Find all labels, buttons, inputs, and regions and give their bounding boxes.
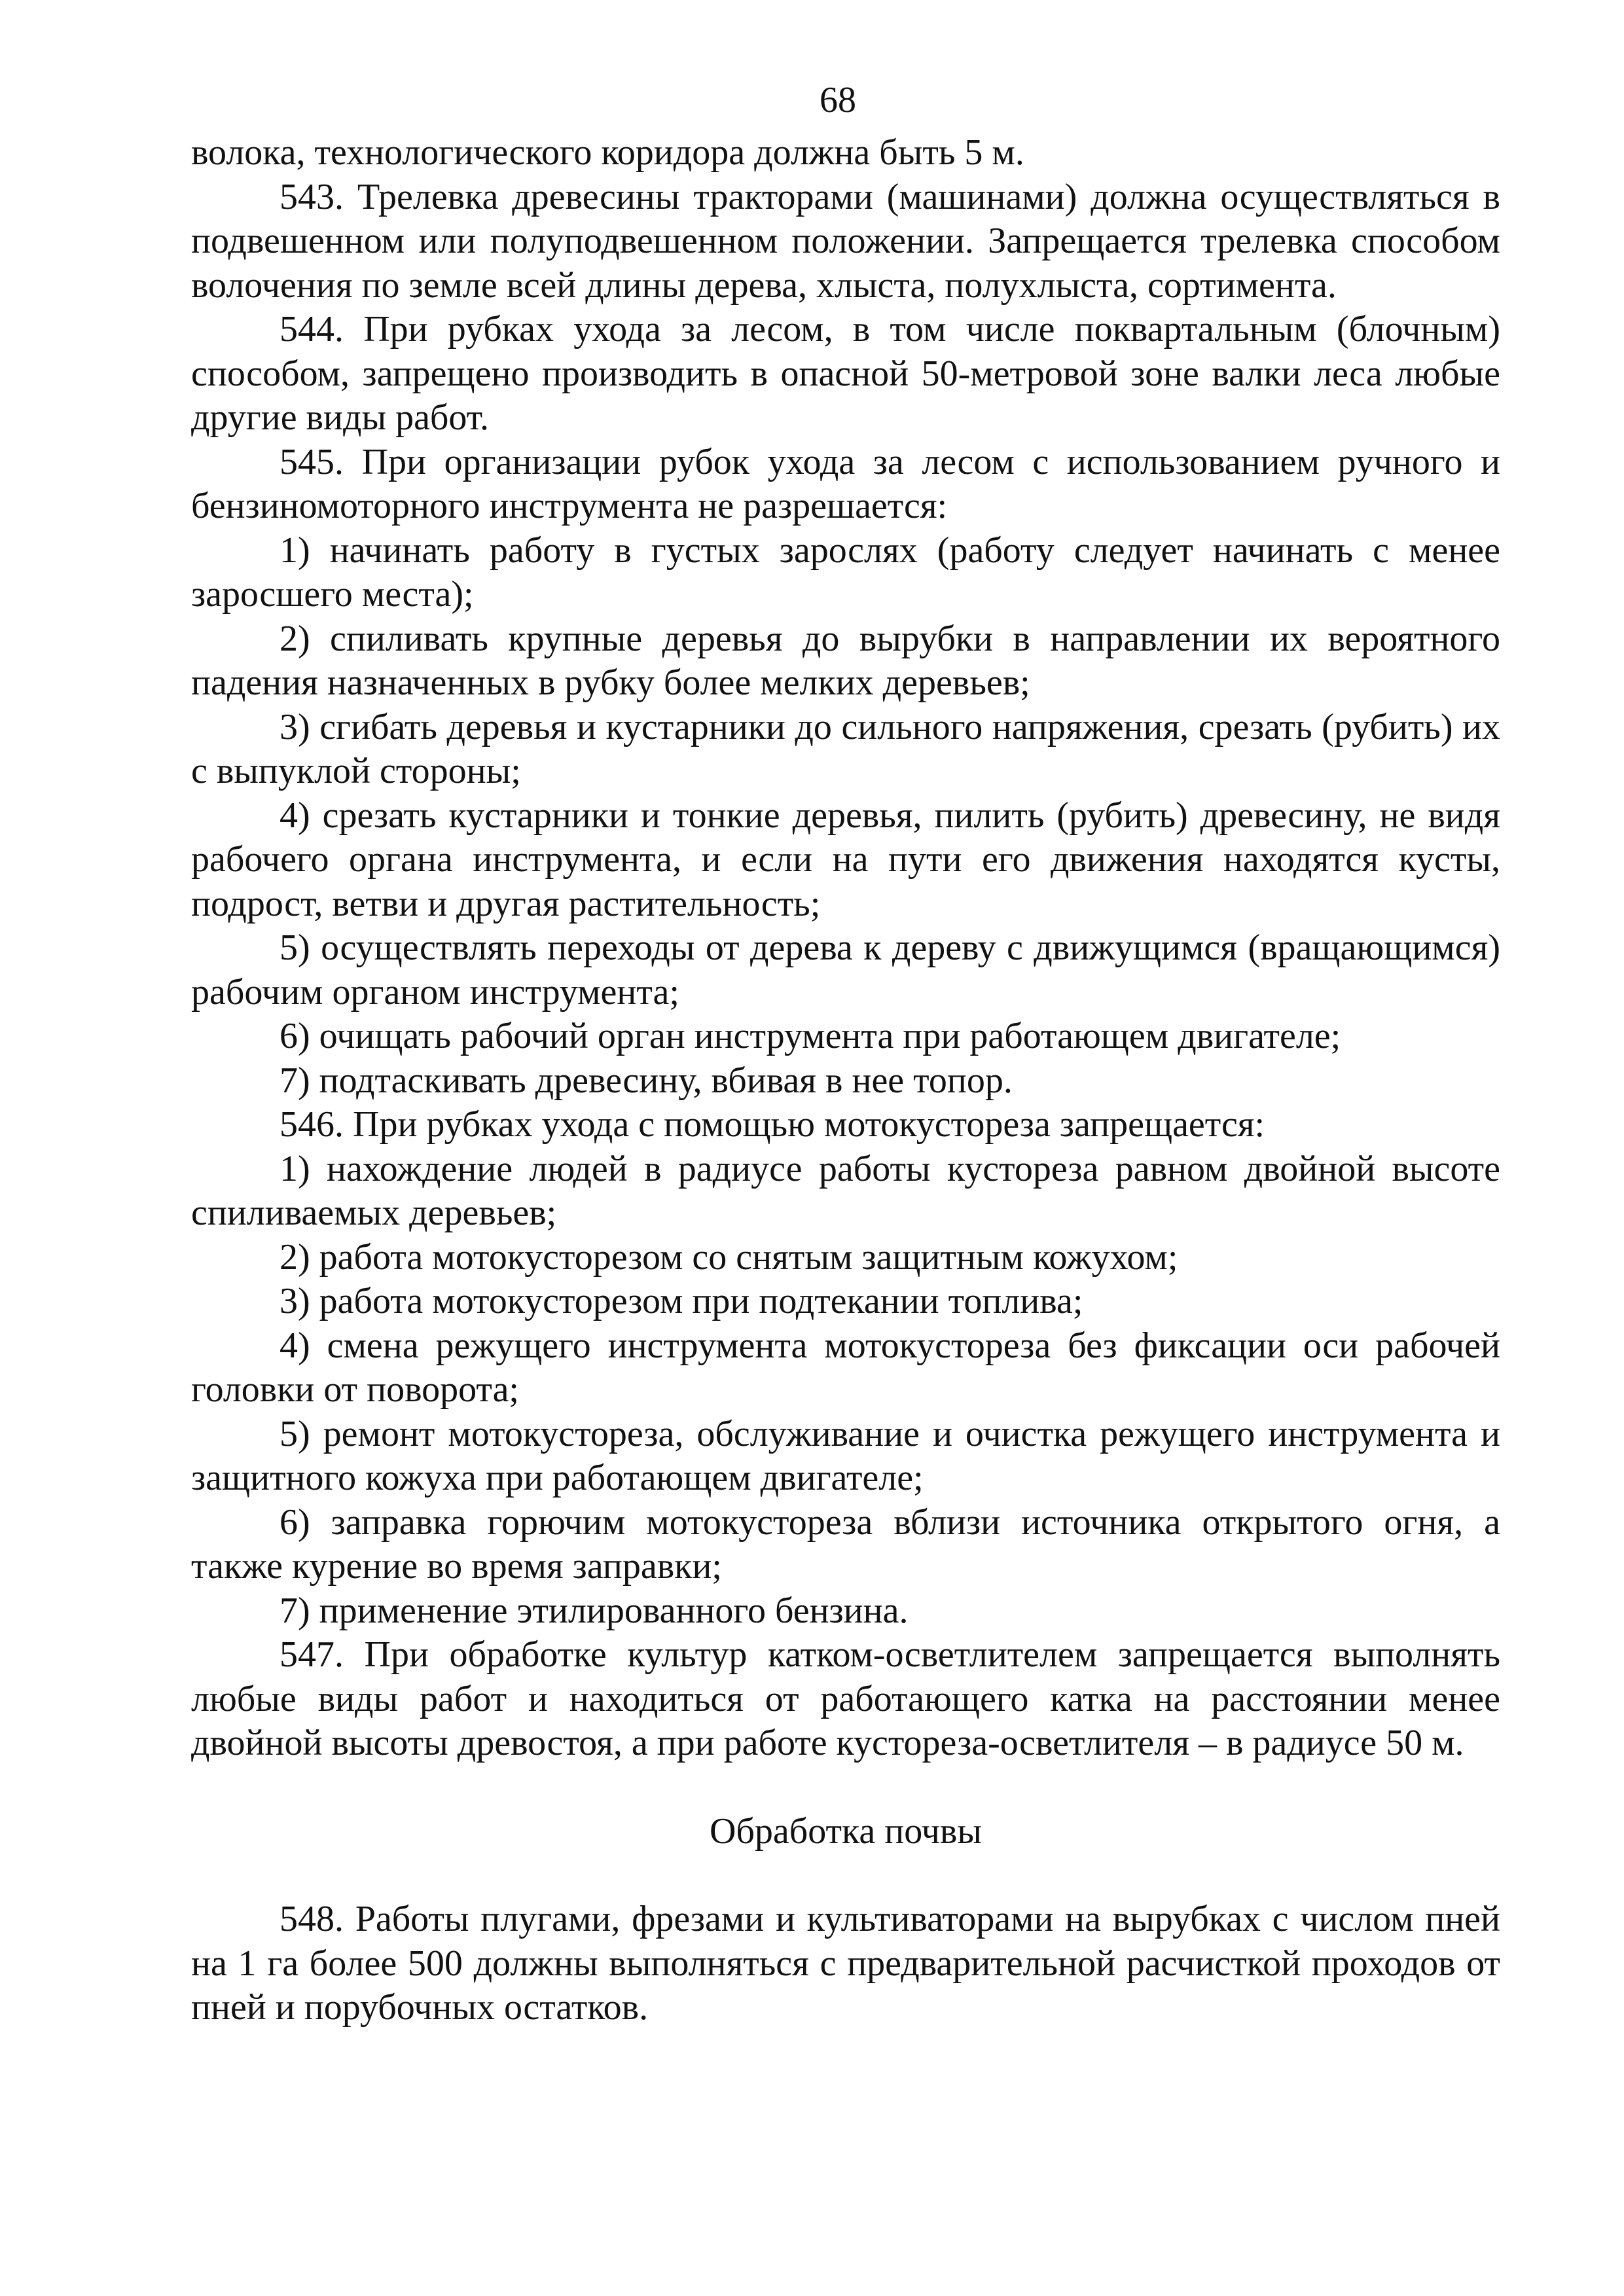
list-item-546-1: 1) нахождение людей в радиусе работы кустореза равном двойной высоте спиливаемых деревьев; <box>191 1148 1500 1233</box>
section-heading: Обработка почвы <box>710 1810 982 1852</box>
list-item-545-6: 6) очищать рабочий орган инструмента при работающем двигателе; <box>280 1016 1341 1056</box>
paragraph-548: 548. Работы плугами, фрезами и культиваторами на вырубках с числом пней на 1 га более 500 должны выполняться с предварительной расчисткой проходов от пней и порубочных остатков. <box>191 1899 1500 2028</box>
list-item-546-3: 3) работа мотокусторезом при подтекании топлива; <box>280 1281 1083 1321</box>
list-item-545-2: 2) спиливать крупные деревья до вырубки в направлении их вероятного падения назначенных в рубку более мелких деревьев; <box>191 618 1500 703</box>
list-item-546-2: 2) работа мотокусторезом со снятым защитным кожухом; <box>280 1236 1178 1278</box>
paragraph-546: 546. При рубках ухода с помощью мотокустореза запрещается: <box>280 1104 1265 1145</box>
list-item-545-7: 7) подтаскивать древесину, вбивая в нее топор. <box>280 1060 1013 1101</box>
list-item-545-5: 5) осуществлять переходы от дерева к дереву с движущимся (вращающимся) рабочим органом инструмента; <box>191 927 1500 1013</box>
paragraph-continuation: волока, технологического коридора должна быть 5 м. <box>191 132 1024 173</box>
list-item-546-5: 5) ремонт мотокустореза, обслуживание и очистка режущего инструмента и защитного кожуха при работающем двигателе; <box>191 1413 1500 1498</box>
list-item-546-6: 6) заправка горючим мотокустореза вблизи источника открытого огня, а также курение во время заправки; <box>191 1501 1500 1587</box>
paragraph-543: 543. Трелевка древесины тракторами (машинами) должна осуществляться в подвешенном или полуподвешенном положении. Запрещается трелевка способом волочения по земле всей длины дерева, хлыста, полухлыста, сортимента. <box>191 176 1500 306</box>
list-item-545-3: 3) сгибать деревья и кустарники до сильного напряжения, срезать (рубить) их с выпуклой стороны; <box>191 706 1500 791</box>
list-item-546-4: 4) смена режущего инструмента мотокустореза без фиксации оси рабочей головки от поворота; <box>191 1325 1500 1410</box>
list-item-545-1: 1) начинать работу в густых зарослях (работу следует начинать с менее заросшего места); <box>191 529 1500 615</box>
page-number: 68 <box>820 80 856 120</box>
list-item-545-4: 4) срезать кустарники и тонкие деревья, пилить (рубить) древесину, не видя рабочего органа инструмента, и если на пути его движения находятся кусты, подрост, ветви и другая растительность; <box>191 795 1500 924</box>
paragraph-547: 547. При обработке культур катком-осветлителем запрещается выполнять любые виды работ и находиться от работающего катка на расстоянии менее двойной высоты древостоя, а при работе кустореза-осветлителя – в радиусе 50 м. <box>191 1634 1500 1763</box>
paragraph-544: 544. При рубках ухода за лесом, в том числе поквартальным (блочным) способом, запрещено производить в опасной 50-метровой зоне валки леса любые другие виды работ. <box>191 309 1500 438</box>
document-body <box>191 131 1500 2030</box>
paragraph-545: 545. При организации рубок ухода за лесом с использованием ручного и бензиномоторного инструмента не разрешается: <box>191 441 1500 526</box>
list-item-546-7: 7) применение этилированного бензина. <box>280 1590 909 1631</box>
